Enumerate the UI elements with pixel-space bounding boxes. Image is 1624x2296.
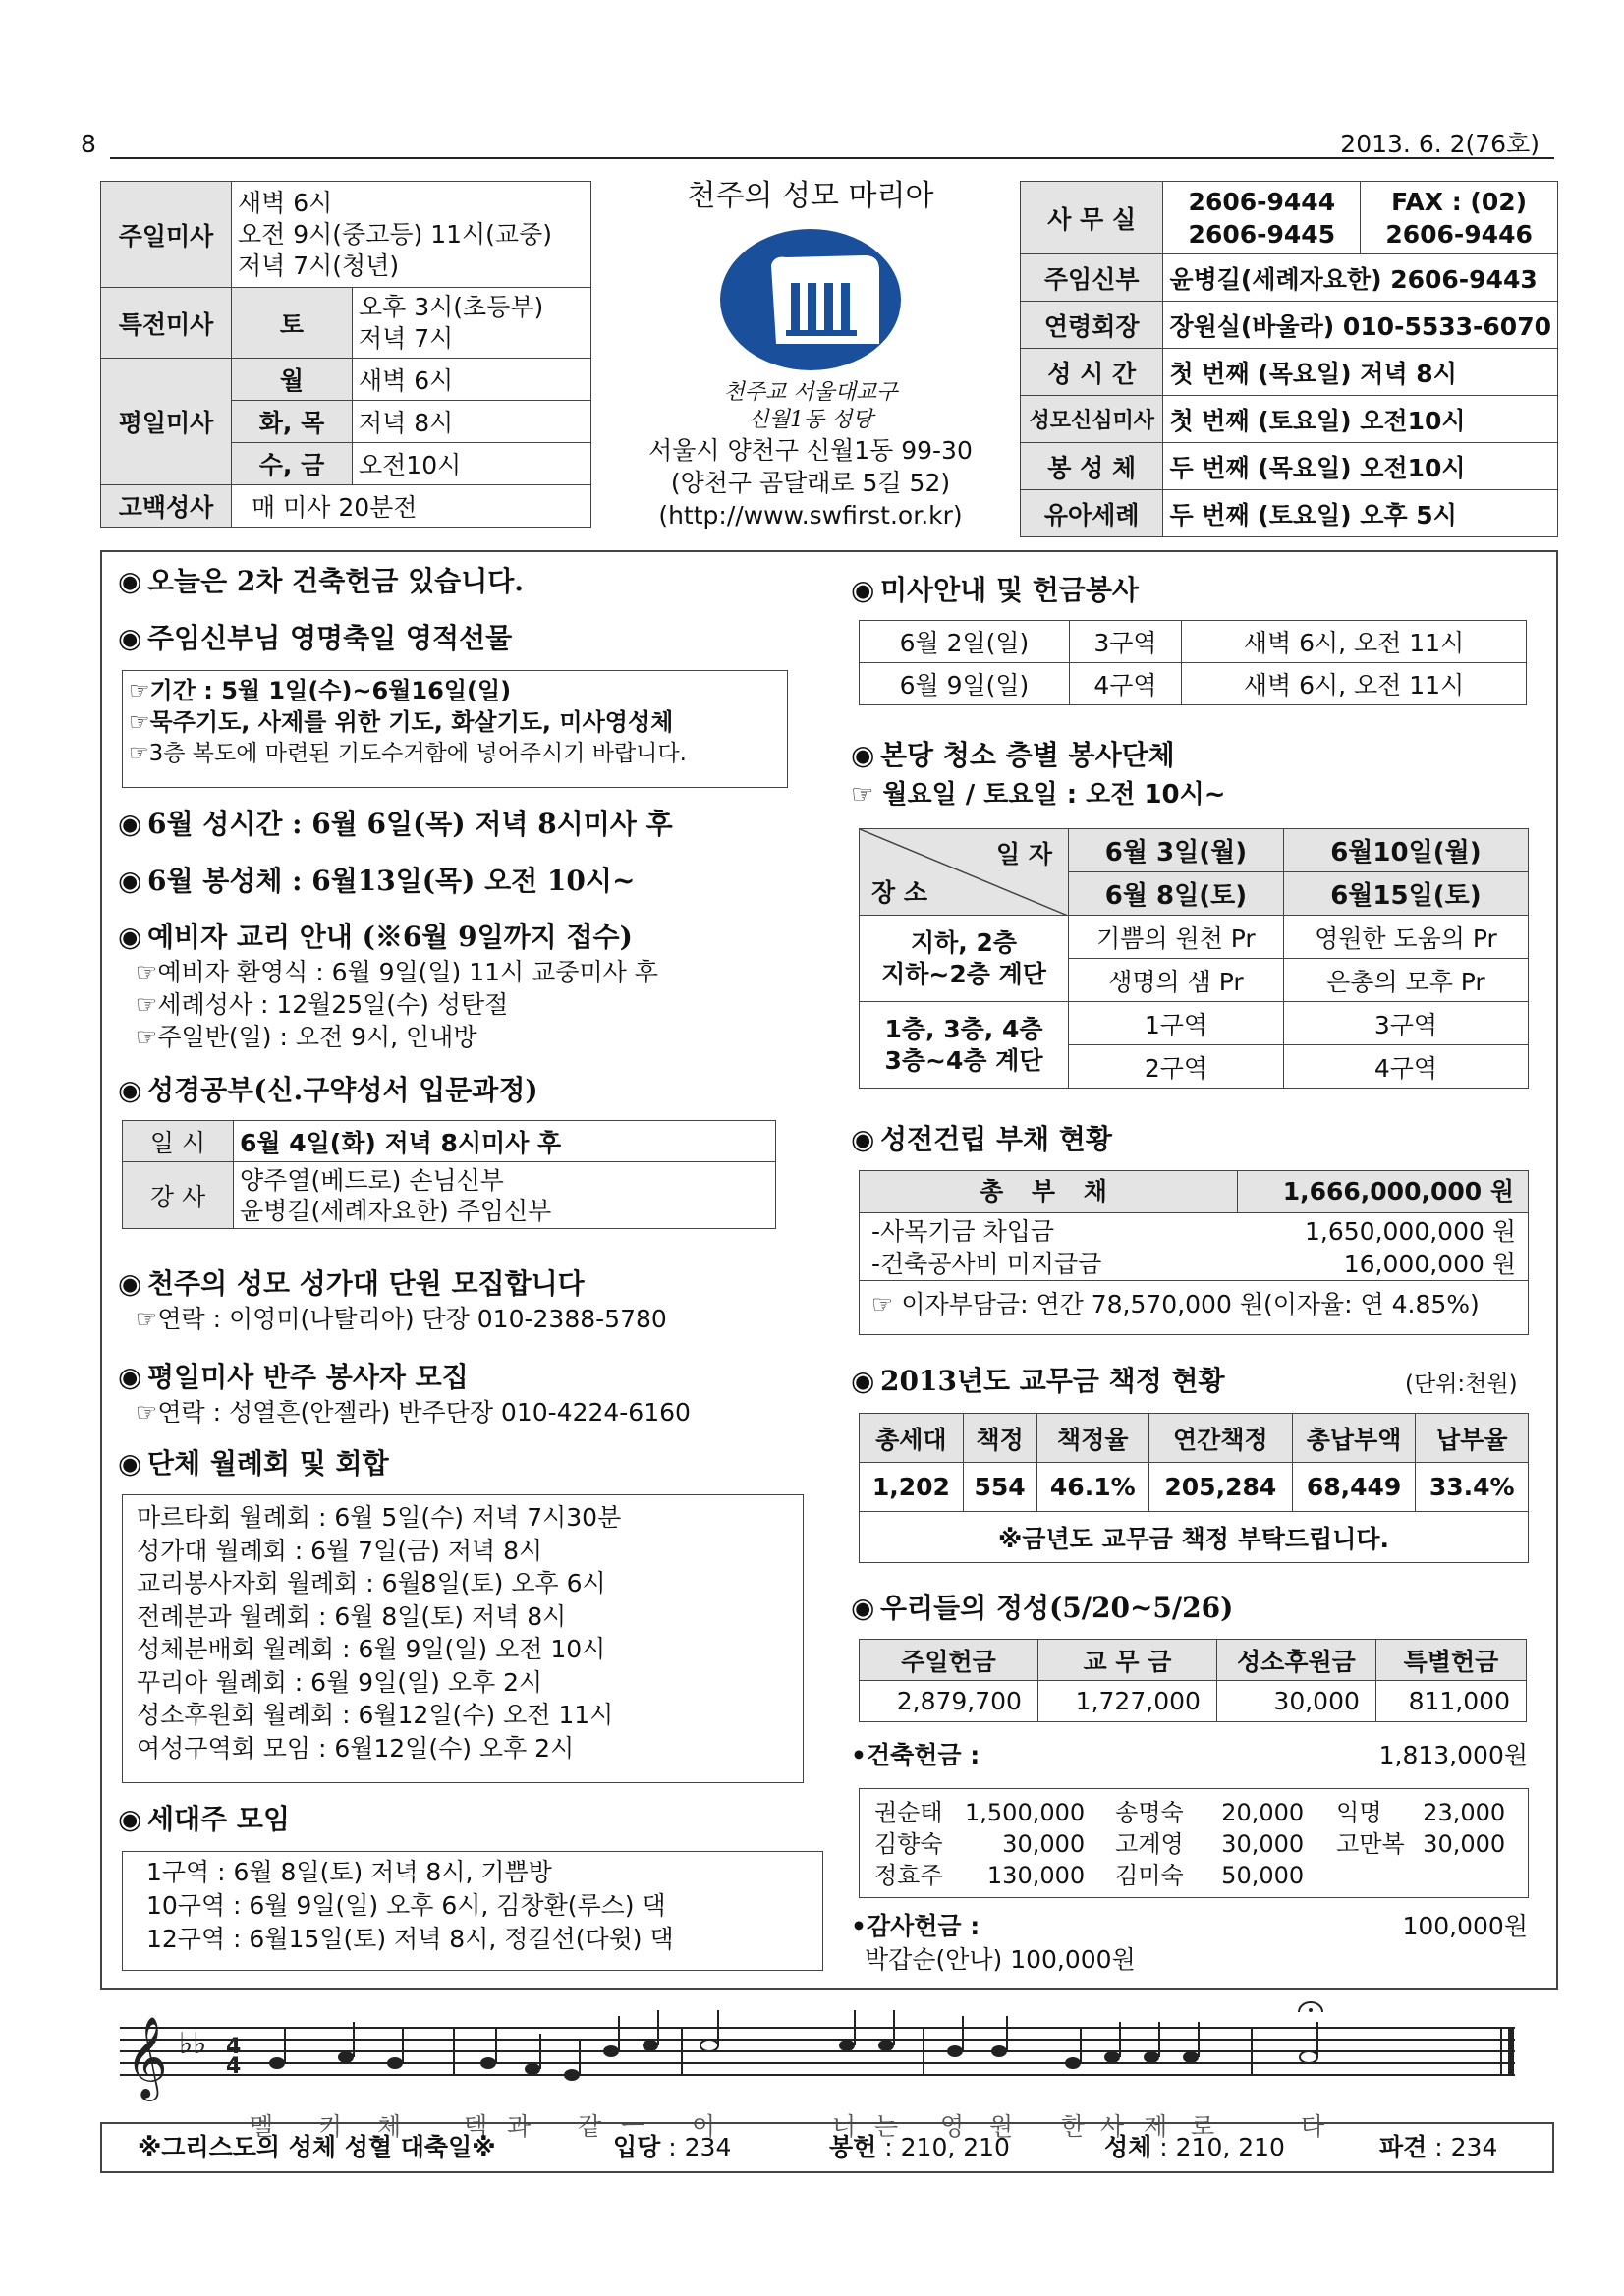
service-time: 새벽 6시, 오전 11시: [1182, 621, 1527, 663]
cleaning-group: 생명의 샘 Pr: [1069, 959, 1284, 1002]
offering-value: 2,879,700: [860, 1681, 1038, 1722]
donor-name: 익명: [1336, 1799, 1382, 1826]
weekday-mass-label: 평일미사: [101, 359, 232, 485]
gift-line: ☞기간 : 5월 1일(수)~6월16일(일): [129, 677, 512, 704]
sunday-time: 새벽 6시: [238, 188, 333, 217]
meetings-box: [122, 1494, 804, 1783]
cleaning-place: 지하~2층 계단: [881, 959, 1046, 988]
fax-label: FAX : (02): [1391, 187, 1528, 216]
meeting-line: 성체분배회 월례회 : 6월 9일(일) 오전 10시: [137, 1635, 606, 1663]
notice-heading: ◉ 본당 청소 층별 봉사단체: [851, 739, 1175, 771]
meeting-line: 전례분과 월례회 : 6월 8일(토) 저녁 8시: [137, 1601, 567, 1631]
notice-heading: ◉ 세대주 모임: [118, 1803, 290, 1835]
lyric-syllable: 같: [578, 2112, 602, 2141]
bullet-icon: ◉: [118, 1267, 142, 1300]
choir-contact: ☞연락 : 이영미(나탈리아) 단장 010-2388-5780: [136, 1305, 667, 1333]
lyric-syllable: 사: [1100, 2112, 1125, 2141]
catechumen-note: ☞예비자 환영식 : 6월 9일(일) 11시 교중미사 후: [136, 958, 658, 986]
cleaning-schedule-note: ☞ 월요일 / 토요일 : 오전 10시~: [851, 780, 1226, 810]
entrance-value: : 234: [668, 2133, 732, 2161]
special-mass-label: 특전미사: [101, 288, 232, 359]
unit-note: (단위:천원): [1405, 1372, 1518, 1397]
office-row-label: 유아세례: [1021, 490, 1163, 537]
weekday-day: 화, 목: [232, 401, 353, 443]
donor-amount: 30,000: [1221, 1830, 1305, 1858]
offering-header: 교 무 금: [1037, 1640, 1216, 1681]
meeting-line: 마르타회 월례회 : 6월 5일(수) 저녁 7시30분: [137, 1503, 622, 1532]
music-notes-icon: [100, 1998, 1554, 2106]
tithe-value: 46.1%: [1036, 1463, 1148, 1512]
entrance-label: 입당: [613, 2133, 661, 2161]
building-offering-total: 1,813,000원: [1378, 1741, 1528, 1769]
building-offering-label: •건축헌금 :: [851, 1741, 980, 1769]
weekday-time: 저녁 8시: [353, 401, 591, 443]
svg-text:4: 4: [226, 2054, 242, 2079]
offering-header: 성소후원금: [1216, 1640, 1375, 1681]
lyric-syllable: 멜: [250, 2112, 276, 2141]
bullet-icon: ◉: [118, 622, 142, 654]
lecturer: 윤병길(세례자요한) 주임신부: [240, 1196, 552, 1225]
office-row-value: 두 번째 (토요일) 오후 5시: [1163, 490, 1558, 537]
bullet-icon: ◉: [118, 808, 142, 840]
tithe-value: 68,449: [1292, 1463, 1416, 1512]
church-address-road: (양천구 곰달래로 5길 52): [670, 469, 951, 497]
office-phone: 2606-9445: [1188, 219, 1336, 249]
lyric-syllable: 한: [1061, 2112, 1086, 2141]
service-date: 6월 2일(일): [860, 621, 1070, 663]
office-label: 사 무 실: [1021, 182, 1163, 254]
offering-header: 주일헌금: [860, 1640, 1038, 1681]
notice-heading: ◉ 평일미사 반주 봉사자 모집: [118, 1361, 469, 1393]
lyric-syllable: 키: [318, 2112, 343, 2141]
notice-heading: ◉ 2013년도 교무금 책정 현황: [851, 1365, 1225, 1397]
tithe-header: 납부율: [1416, 1414, 1529, 1463]
lyric-syllable: 다: [1301, 2112, 1325, 2141]
householder-line: 10구역 : 6월 9일(일) 오후 6시, 김창환(루스) 댁: [146, 1891, 666, 1920]
donor-name: 고만복: [1336, 1830, 1405, 1858]
donor-name: 김향숙: [874, 1830, 943, 1858]
page-number: 8: [81, 130, 96, 158]
bullet-icon: ◉: [851, 1365, 875, 1397]
office-row-label: 성 시 간: [1021, 349, 1163, 396]
gift-line: ☞3층 복도에 마련된 기도수거함에 넣어주시기 바랍니다.: [129, 741, 687, 766]
lecturer: 양주열(베드로) 손님신부: [240, 1165, 504, 1195]
bullet-icon: ◉: [118, 1361, 142, 1393]
bullet-icon: ◉: [118, 921, 142, 953]
church-address: 서울시 양천구 신월1동 99-30: [648, 436, 973, 465]
householder-line: 1구역 : 6월 8일(토) 저녁 8시, 기쁨방: [146, 1858, 552, 1886]
tithe-table: [859, 1413, 1529, 1563]
study-lecturer-label: 강 사: [123, 1162, 234, 1229]
bullet-icon: ◉: [118, 565, 142, 597]
building-donors-box: [859, 1788, 1529, 1898]
cleaning-table: [859, 828, 1529, 1089]
office-row-value: 첫 번째 (목요일) 저녁 8시: [1163, 349, 1558, 396]
lyric-syllable: 체: [377, 2112, 402, 2141]
notice-heading: ◉ 6월 봉성체 : 6월13일(목) 오전 10시~: [118, 865, 636, 897]
tithe-header: 총세대: [860, 1414, 964, 1463]
lyric-syllable: 덱: [464, 2112, 488, 2141]
donor-amount: 50,000: [1221, 1862, 1305, 1889]
cleaning-group: 1구역: [1069, 1002, 1284, 1045]
weekday-time: 오전10시: [353, 443, 591, 485]
notice-heading: ◉ 미사안내 및 헌금봉사: [851, 574, 1139, 606]
church-title: 천주의 성모 마리아: [687, 179, 934, 213]
office-row-value: 두 번째 (목요일) 오전10시: [1163, 443, 1558, 490]
church-logo-icon: [717, 226, 904, 373]
confession-value: 매 미사 20분전: [232, 485, 591, 528]
donor-amount: 20,000: [1221, 1799, 1305, 1826]
donor-amount: 130,000: [986, 1862, 1086, 1889]
lyric-syllable: 영: [940, 2112, 965, 2141]
meeting-line: 성가대 월례회 : 6월 7일(금) 저녁 8시: [137, 1536, 543, 1565]
donor-name: 정효주: [874, 1862, 943, 1889]
place-header: 장 소: [871, 878, 928, 907]
special-time: 오후 3시(초등부): [359, 292, 544, 321]
svg-text:♭♭: ♭♭: [179, 2027, 207, 2061]
church-block: [609, 177, 1012, 532]
cleaning-group: 영원한 도움의 Pr: [1283, 916, 1528, 959]
bullet-icon: ◉: [851, 739, 875, 771]
svg-text:4: 4: [226, 2035, 242, 2059]
notice-heading: ◉ 천주의 성모 성가대 단원 모집합니다: [118, 1267, 585, 1300]
offering-value: 30,000: [1216, 1681, 1375, 1722]
tithe-header: 총납부액: [1292, 1414, 1416, 1463]
donor-table: [873, 1797, 1506, 1891]
bullet-icon: ◉: [118, 1074, 142, 1106]
tithe-header: 연간책정: [1149, 1414, 1293, 1463]
bullet-icon: ◉: [118, 1447, 142, 1480]
notice-heading: ◉ 오늘은 2차 건축헌금 있습니다.: [118, 565, 525, 597]
dismissal-value: : 234: [1434, 2133, 1498, 2161]
date-header: 일 자: [995, 840, 1052, 868]
office-row-value: 윤병길(세례자요한) 2606-9443: [1163, 254, 1558, 302]
svg-text:𝄞: 𝄞: [126, 2015, 168, 2098]
office-phone: 2606-9444: [1188, 187, 1336, 216]
cleaning-date: 6월10일(월): [1283, 829, 1528, 872]
lyric-syllable: 제: [1144, 2112, 1168, 2141]
cleaning-date: 6월 8일(토): [1069, 872, 1284, 916]
weekday-day: 월: [232, 359, 353, 401]
donor-name: 김미숙: [1115, 1862, 1184, 1889]
cleaning-date: 6월15일(토): [1283, 872, 1528, 916]
offering-table: [859, 1639, 1527, 1722]
cleaning-corner-cell: [860, 829, 1069, 916]
notice-heading: ◉ 우리들의 정성(5/20~5/26): [851, 1592, 1234, 1624]
header-rule: [110, 157, 1554, 159]
office-table: [1020, 181, 1558, 537]
office-row-label: 봉 성 체: [1021, 443, 1163, 490]
catechumen-note: ☞세례성사 : 12월25일(수) 성탄절: [136, 990, 509, 1019]
communion-value: : 210, 210: [1159, 2133, 1285, 2161]
bullet-icon: ◉: [851, 1592, 875, 1624]
donor-amount: 1,500,000: [965, 1799, 1086, 1826]
thanks-offering-total: 100,000원: [1402, 1912, 1528, 1940]
notice-heading: ◉ 주임신부님 영명축일 영적선물: [118, 622, 513, 654]
lyric-syllable: 로: [1191, 2112, 1215, 2141]
hymn-footer: [100, 2122, 1554, 2173]
cleaning-group: 2구역: [1069, 1045, 1284, 1089]
office-row-value: 첫 번째 (토요일) 오전10시: [1163, 396, 1558, 443]
service-area: 4구역: [1069, 663, 1181, 705]
bullet-icon: ◉: [851, 1123, 875, 1155]
mass-schedule-table: [100, 181, 591, 528]
thanks-offering-label: •감사헌금 :: [851, 1912, 980, 1940]
householder-box: [122, 1851, 823, 1971]
bullet-icon: ◉: [118, 865, 142, 897]
service-area: 3구역: [1069, 621, 1181, 663]
service-date: 6월 9일(일): [860, 663, 1070, 705]
communion-label: 성체: [1104, 2133, 1152, 2161]
householder-line: 12구역 : 6월15일(토) 저녁 8시, 정길선(다윗) 댁: [146, 1925, 674, 1953]
donor-amount: 23,000: [1423, 1799, 1506, 1826]
confession-label: 고백성사: [101, 485, 232, 528]
debt-total-label: 총 부 채: [860, 1171, 1238, 1212]
tithe-value: 205,284: [1149, 1463, 1293, 1512]
cleaning-date: 6월 3일(월): [1069, 829, 1284, 872]
meeting-line: 꾸리아 월례회 : 6월 9일(일) 오후 2시: [137, 1667, 543, 1697]
cleaning-group: 은총의 모후 Pr: [1283, 959, 1528, 1002]
sunday-time: 저녁 7시(청년): [238, 251, 400, 280]
debt-item-label: -사목기금 차입금: [871, 1217, 1055, 1246]
tithe-value: 1,202: [860, 1463, 964, 1512]
tithe-header: 책정율: [1036, 1414, 1148, 1463]
tithe-value: 33.4%: [1416, 1463, 1529, 1512]
notice-heading: ◉ 6월 성시간 : 6월 6일(목) 저녁 8시미사 후: [118, 808, 673, 840]
spiritual-gift-box: [122, 670, 788, 788]
debt-item-label: -건축공사비 미지급금: [871, 1250, 1102, 1278]
logo-caption: 천주교 서울대교구: [723, 380, 898, 405]
feast-name: ※그리스도의 성체 성혈 대축일※: [138, 2133, 496, 2161]
notice-heading: ◉ 예비자 교리 안내 (※6월 9일까지 접수): [118, 921, 633, 953]
meeting-line: 성소후원회 월례회 : 6월12일(수) 오전 11시: [137, 1701, 614, 1729]
tithe-value: 554: [963, 1463, 1036, 1512]
office-row-label: 연령회장: [1021, 302, 1163, 349]
accompanist-contact: ☞연락 : 성열흔(안젤라) 반주단장 010-4224-6160: [136, 1398, 691, 1427]
sunday-mass-label: 주일미사: [101, 182, 232, 288]
church-website-link[interactable]: (http://www.swfirst.or.kr): [658, 501, 963, 530]
offertory-value: : 210, 210: [884, 2133, 1010, 2161]
tithe-note: ※금년도 교무금 책정 부탁드립니다.: [860, 1512, 1529, 1563]
lyric-syllable: 너: [832, 2112, 857, 2141]
study-date: 6월 4일(화) 저녁 8시미사 후: [234, 1121, 776, 1162]
donor-name: 고계영: [1115, 1830, 1184, 1858]
dismissal-label: 파견: [1379, 2133, 1428, 2161]
donor-name: 권순태: [874, 1799, 943, 1826]
cleaning-group: 4구역: [1283, 1045, 1528, 1089]
donor-name: 송명숙: [1115, 1799, 1184, 1826]
offering-header: 특별헌금: [1375, 1640, 1526, 1681]
special-mass-day: 토: [232, 288, 353, 359]
lyric-syllable: 과: [507, 2112, 532, 2141]
study-date-label: 일 시: [123, 1121, 234, 1162]
cleaning-place: 1층, 3층, 4층: [884, 1014, 1043, 1043]
bible-study-table: [122, 1120, 776, 1229]
meeting-line: 교리봉사자회 월례회 : 6월8일(토) 오후 6시: [137, 1569, 606, 1597]
catechumen-note: ☞주일반(일) : 오전 9시, 인내방: [136, 1023, 477, 1051]
sunday-time: 오전 9시(중고등) 11시(교중): [238, 219, 552, 249]
debt-item-value: 16,000,000 원: [1343, 1250, 1516, 1278]
gift-line: ☞묵주기도, 사제를 위한 기도, 화살기도, 미사영성체: [129, 708, 674, 736]
tithe-header: 책정: [963, 1414, 1036, 1463]
offering-value: 1,727,000: [1037, 1681, 1216, 1722]
interest-note: ☞ 이자부담금: 연간 78,570,000 원(이자율: 연 4.85%): [871, 1290, 1480, 1318]
debt-box: [859, 1170, 1529, 1335]
bullet-icon: ◉: [118, 1803, 142, 1835]
cleaning-place: 3층~4층 계단: [884, 1045, 1043, 1075]
service-time: 새벽 6시, 오전 11시: [1182, 663, 1527, 705]
meeting-line: 여성구역회 모임 : 6월12일(수) 오후 2시: [137, 1733, 575, 1763]
cleaning-group: 기쁨의 원천 Pr: [1069, 916, 1284, 959]
mass-service-table: [859, 620, 1527, 705]
fax-phone: 2606-9446: [1385, 219, 1533, 249]
thanks-offering-line: 박갑순(안나) 100,000원: [865, 1945, 1136, 1974]
offertory-label: 봉헌: [829, 2133, 877, 2161]
debt-item-value: 1,650,000,000 원: [1305, 1217, 1516, 1246]
lyric-syllable: 는: [874, 2112, 899, 2141]
issue-date: 2013. 6. 2(76호): [1340, 130, 1540, 158]
weekday-day: 수, 금: [232, 443, 353, 485]
office-row-value: 장원실(바울라) 010-5533-6070: [1163, 302, 1558, 349]
logo-caption: 신월1동 성당: [748, 408, 873, 432]
lyric-syllable: 이: [692, 2112, 716, 2141]
office-row-label: 주임신부: [1021, 254, 1163, 302]
special-time: 저녁 7시: [359, 323, 454, 353]
donor-amount: 30,000: [1002, 1830, 1086, 1858]
debt-total: 1,666,000,000 원: [1238, 1171, 1528, 1212]
weekday-time: 새벽 6시: [353, 359, 591, 401]
cleaning-place: 지하, 2층: [910, 927, 1018, 957]
lyric-syllable: 원: [989, 2112, 1014, 2141]
lyric-syllable: ㅡ: [621, 2112, 645, 2141]
offering-value: 811,000: [1375, 1681, 1526, 1722]
bullet-icon: ◉: [851, 574, 875, 606]
cleaning-group: 3구역: [1283, 1002, 1528, 1045]
donor-amount: 30,000: [1423, 1830, 1506, 1858]
notice-heading: ◉ 단체 월례회 및 회합: [118, 1447, 389, 1480]
office-row-label: 성모신심미사: [1021, 396, 1163, 443]
notice-heading: ◉ 성전건립 부채 현황: [851, 1123, 1112, 1155]
notice-heading: ◉ 성경공부(신.구약성서 입문과정): [118, 1074, 538, 1106]
